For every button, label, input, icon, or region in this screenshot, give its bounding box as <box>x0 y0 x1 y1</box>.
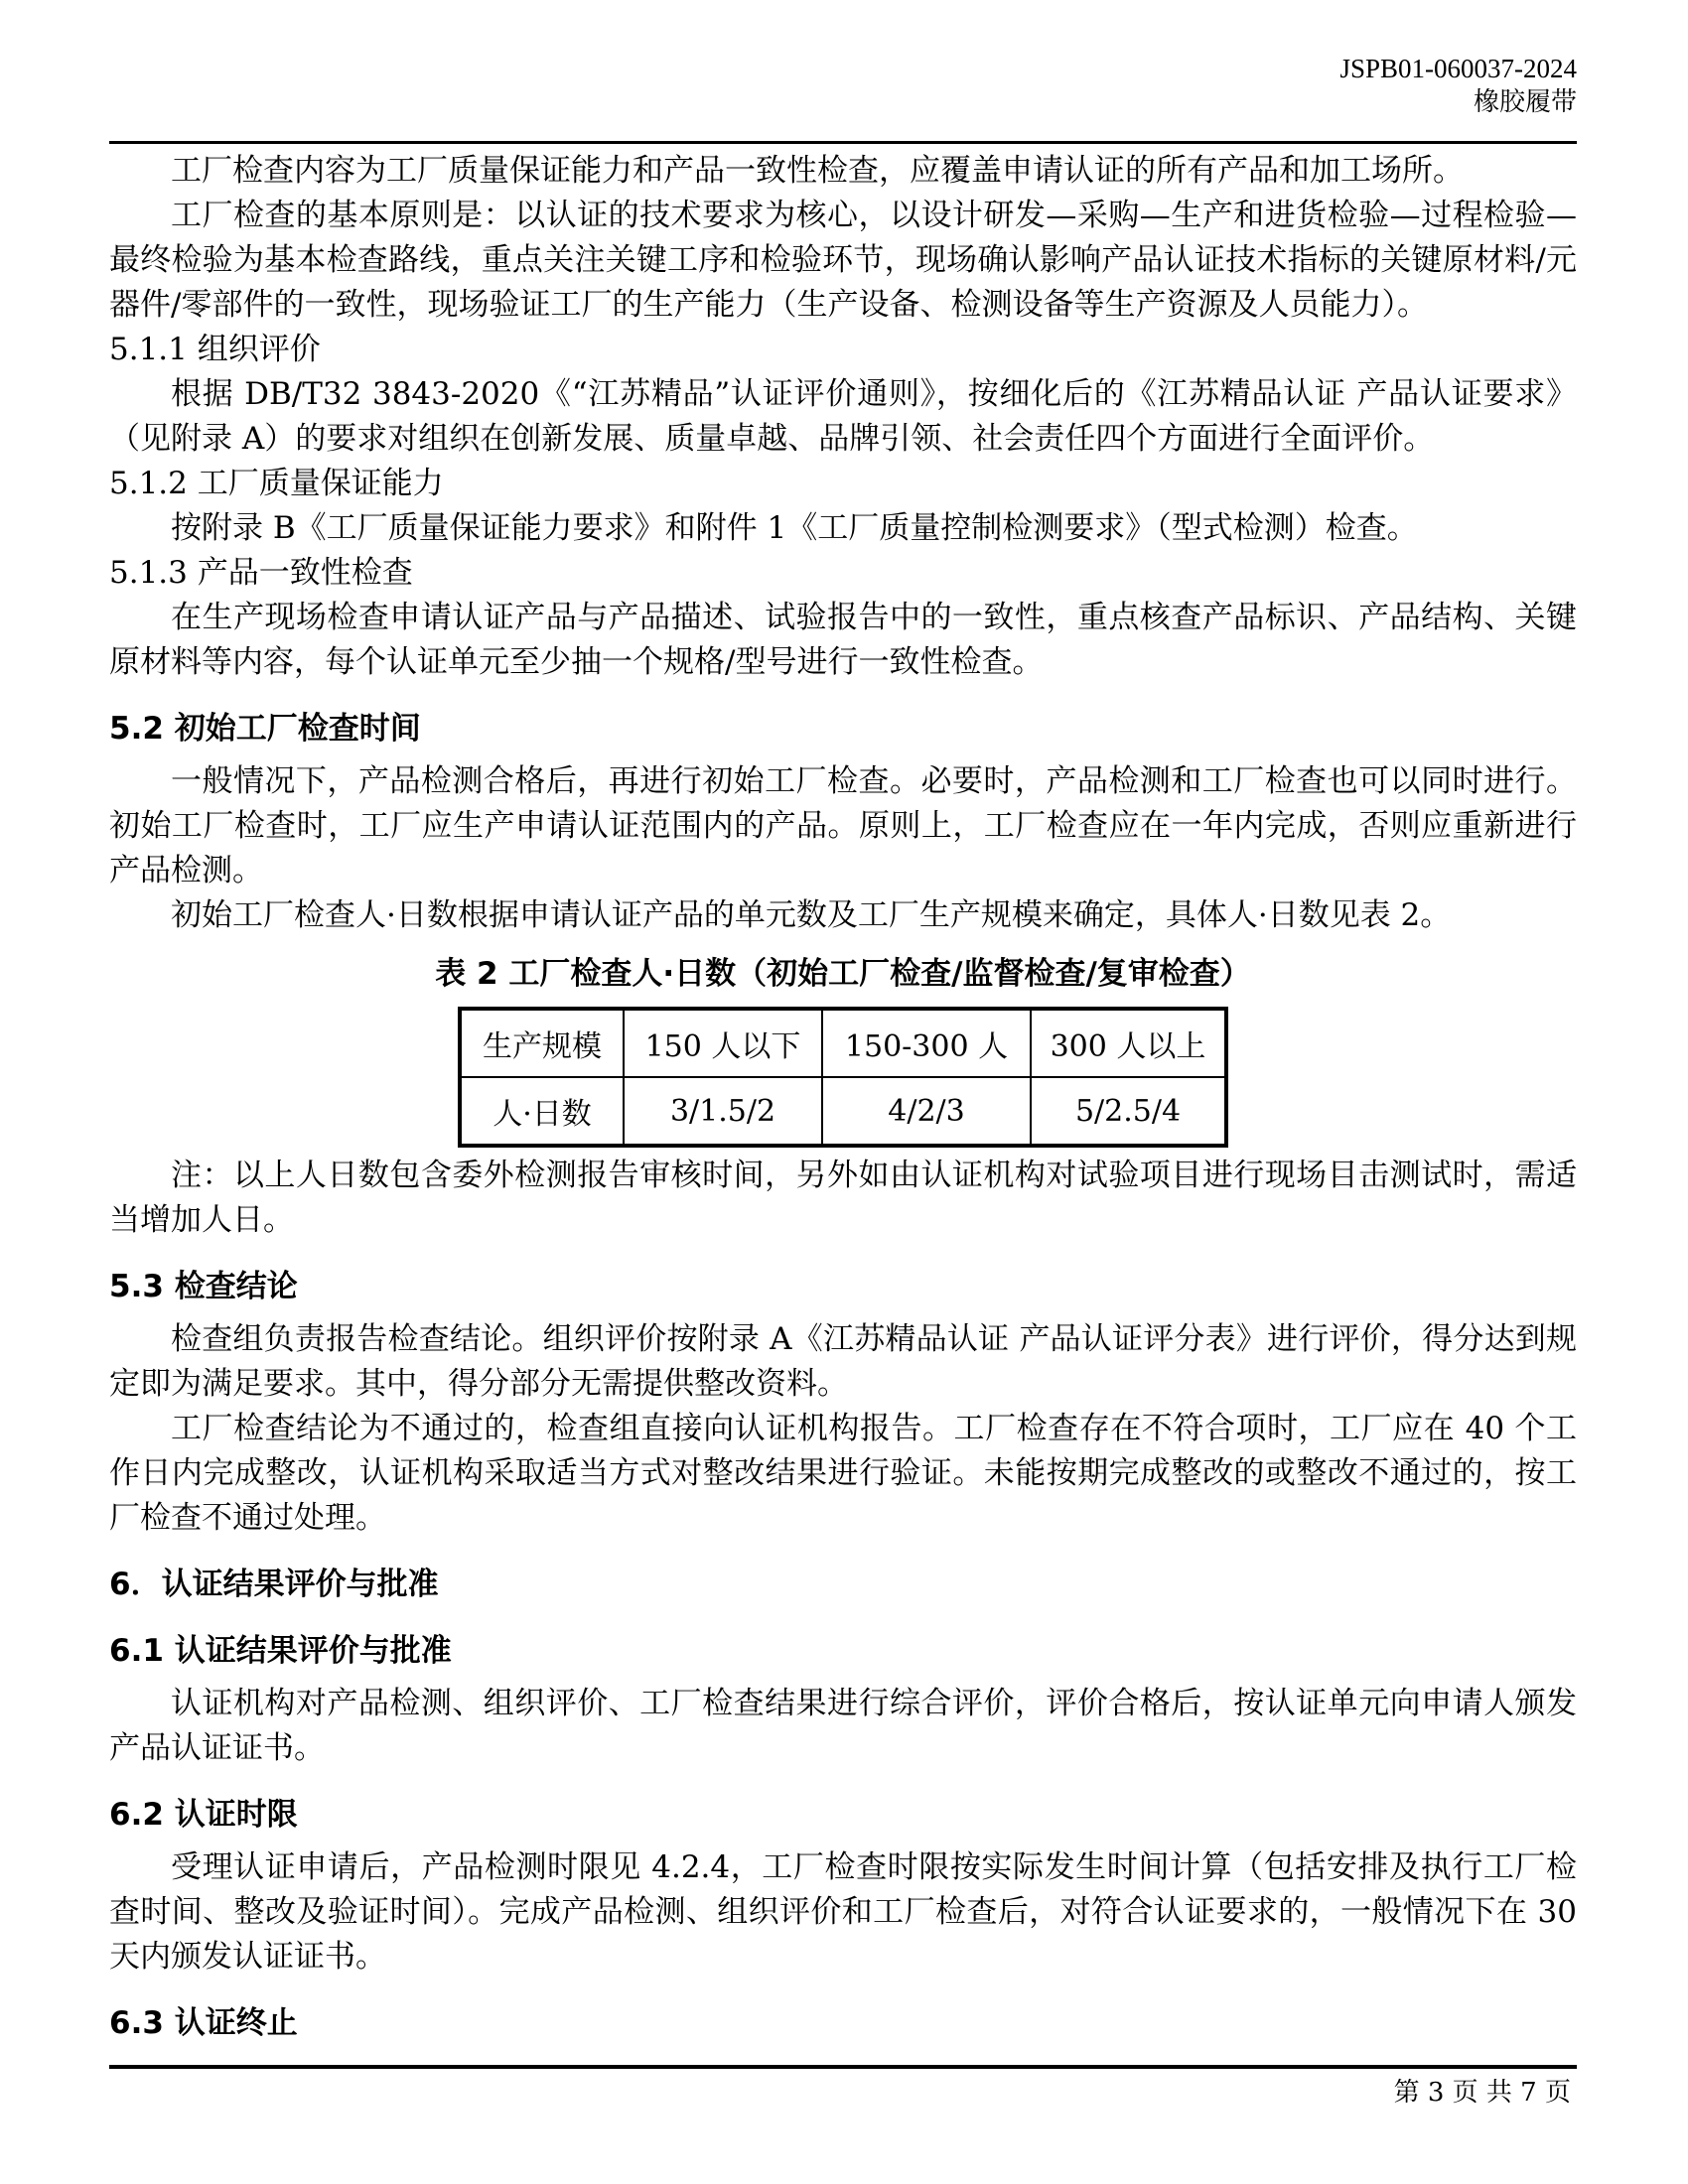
document-content <box>109 149 1577 2054</box>
doc-product-name: 橡胶履带 <box>1473 87 1577 117</box>
table-row-person-days <box>460 1077 1226 1146</box>
heading-5-1-2: 5.1.2 工厂质量保证能力 <box>109 466 444 501</box>
table-cell: 300 人以上 <box>1031 1009 1226 1077</box>
paragraph-person-days-intro: 初始工厂检查人·日数根据申请认证产品的单元数及工厂生产规模来确定，具体人·日数见表 2。 <box>171 897 1452 933</box>
heading-6-1: 6.1 认证结果评价与批准 <box>109 1633 452 1669</box>
paragraph-initial-inspection-timing: 一般情况下，产品检测合格后，再进行初始工厂检查。必要时，产品检测和工厂检查也可以同时进行。初始工厂检查时，工厂应生产申请认证范围内的产品。原则上，工厂检查应在一年内完成，否则应重新进行产品检测。 <box>109 763 1577 888</box>
heading-6-2: 6.2 认证时限 <box>109 1797 298 1833</box>
paragraph-certification-time-limit: 受理认证申请后，产品检测时限见 4.2.4，工厂检查时限按实际发生时间计算（包括安排及执行工厂检查时间、整改及验证时间）。完成产品检测、组织评价和工厂检查后，对符合认证要求的，一般情况下在 30 天内颁发认证证书。 <box>109 1849 1577 1975</box>
header-rule <box>109 141 1577 144</box>
heading-5-1-3: 5.1.3 产品一致性检查 <box>109 555 413 591</box>
table-cell: 人·日数 <box>460 1077 624 1146</box>
heading-5-3: 5.3 检查结论 <box>109 1269 298 1304</box>
heading-6-3: 6.3 认证终止 <box>109 2005 298 2041</box>
table-2-person-days <box>458 1007 1228 1148</box>
paragraph-inspection-scope: 工厂检查内容为工厂质量保证能力和产品一致性检查，应覆盖申请认证的所有产品和加工场所。 <box>171 153 1464 189</box>
paragraph-result-evaluation: 认证机构对产品检测、组织评价、工厂检查结果进行综合评价，评价合格后，按认证单元向申请人颁发产品认证证书。 <box>109 1686 1577 1766</box>
paragraph-organization-evaluation: 根据 DB/T32 3843-2020《“江苏精品”认证评价通则》，按细化后的《江苏精品认证 产品认证要求》（见附录 A）的要求对组织在创新发展、质量卓越、品牌引领、社会责任四个方面进行全面评价。 <box>109 376 1577 457</box>
paragraph-inspection-fail-handling: 工厂检查结论为不通过的，检查组直接向认证机构报告。工厂检查存在不符合项时，工厂应在 40 个工作日内完成整改，认证机构采取适当方式对整改结果进行验证。未能按期完成整改的或整改不通过的，按工厂检查不通过处理。 <box>109 1411 1577 1536</box>
table-cell: 3/1.5/2 <box>624 1077 822 1146</box>
doc-number: JSPB01-060037-2024 <box>1339 54 1577 83</box>
footer-rule <box>109 2065 1577 2069</box>
table-cell: 150 人以下 <box>624 1009 822 1077</box>
table-cell: 5/2.5/4 <box>1031 1077 1226 1146</box>
paragraph-product-consistency: 在生产现场检查申请认证产品与产品描述、试验报告中的一致性，重点核查产品标识、产品结构、关键原材料等内容，每个认证单元至少抽一个规格/型号进行一致性检查。 <box>109 600 1577 680</box>
paragraph-quality-assurance: 按附录 B《工厂质量保证能力要求》和附件 1《工厂质量控制检测要求》（型式检测）检查。 <box>171 510 1418 546</box>
table-cell: 4/2/3 <box>822 1077 1031 1146</box>
paragraph-table-note: 注：以上人日数包含委外检测报告审核时间，另外如由认证机构对试验项目进行现场目击测试时，需适当增加人日。 <box>109 1158 1577 1238</box>
table-2-caption: 表 2 工厂检查人·日数（初始工厂检查/监督检查/复审检查） <box>435 956 1251 992</box>
paragraph-inspection-principles: 工厂检查的基本原则是：以认证的技术要求为核心，以设计研发—采购—生产和进货检验—过程检验—最终检验为基本检查路线，重点关注关键工序和检验环节，现场确认影响产品认证技术指标的关键原材料/元器件/零部件的一致性，现场验证工厂的生产能力（生产设备、检测设备等生产资源及人员能力）。 <box>109 198 1577 323</box>
page-header <box>109 52 1577 119</box>
page-number: 第 3 页 共 7 页 <box>1393 2078 1571 2108</box>
paragraph-inspection-conclusion: 检查组负责报告检查结论。组织评价按附录 A《江苏精品认证 产品认证评分表》进行评价，得分达到规定即为满足要求。其中，得分部分无需提供整改资料。 <box>109 1321 1577 1402</box>
heading-5-1-1: 5.1.1 组织评价 <box>109 332 321 367</box>
heading-5-2: 5.2 初始工厂检查时间 <box>109 711 421 747</box>
heading-6: 6．认证结果评价与批准 <box>109 1567 439 1602</box>
table-cell: 生产规模 <box>460 1009 624 1077</box>
table-row-production-scale <box>460 1009 1226 1077</box>
table-cell: 150-300 人 <box>822 1009 1031 1077</box>
